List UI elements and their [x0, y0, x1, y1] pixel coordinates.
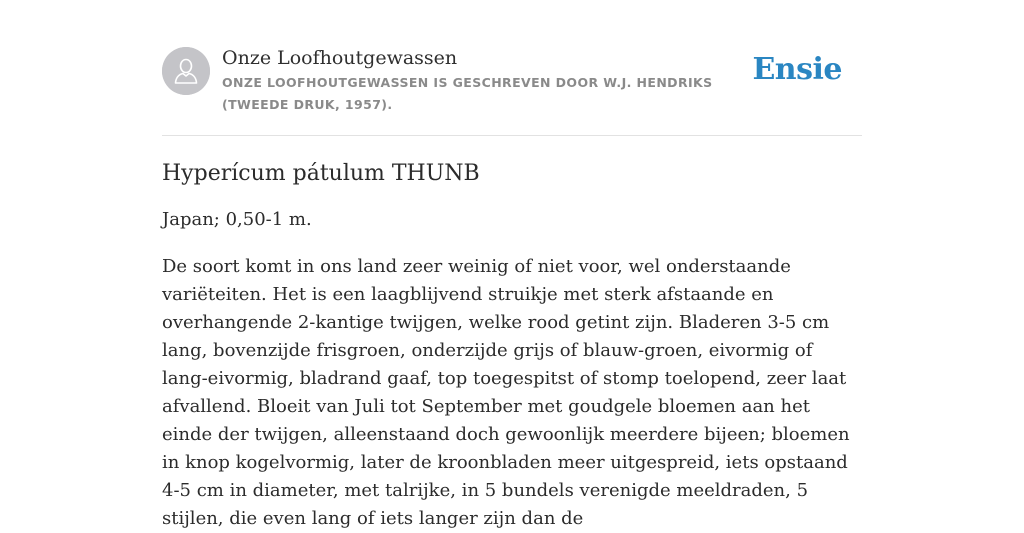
ensie-logo[interactable]: Ensie — [752, 52, 842, 87]
user-avatar-icon[interactable] — [162, 47, 210, 95]
entry-content — [162, 156, 862, 533]
source-title[interactable]: Onze Loofhoutgewassen — [222, 47, 458, 69]
entry-subtitle: Japan; 0,50-1 m. — [162, 209, 312, 230]
source-description: ONZE LOOFHOUTGEWASSEN IS GESCHREVEN DOOR W.J. HENDRIKS (TWEEDE DRUK, 1957). — [222, 75, 713, 112]
source-header — [162, 44, 862, 136]
entry-body: De soort komt in ons land zeer weinig of niet voor, wel onderstaande variëteiten. Het is een laagblijvend struikje met sterk afstaande en overhangende 2-kantige twijgen, welke rood getint zijn. Bladeren 3-5 cm lang, bovenzijde frisgroen, onderzijde grijs of blauw-groen, eivormig of lang-eivormig, bladrand gaaf, top toegespitst of stomp toelopend, zeer laat afvallend. Bloeit van Juli tot September met goudgele bloemen aan het einde der twijgen, alleenstaand doch gewoonlijk meerdere bijeen; bloemen in knop kogelvormig, later de kroonbladen meer uitgespreid, iets opstaand 4-5 cm in diameter, met talrijke, in 5 bundels verenigde meeldraden, 5 stijlen, die even lang of iets langer zijn dan de — [162, 256, 850, 529]
entry-title: Hyperícum pátulum THUNB — [162, 161, 480, 186]
